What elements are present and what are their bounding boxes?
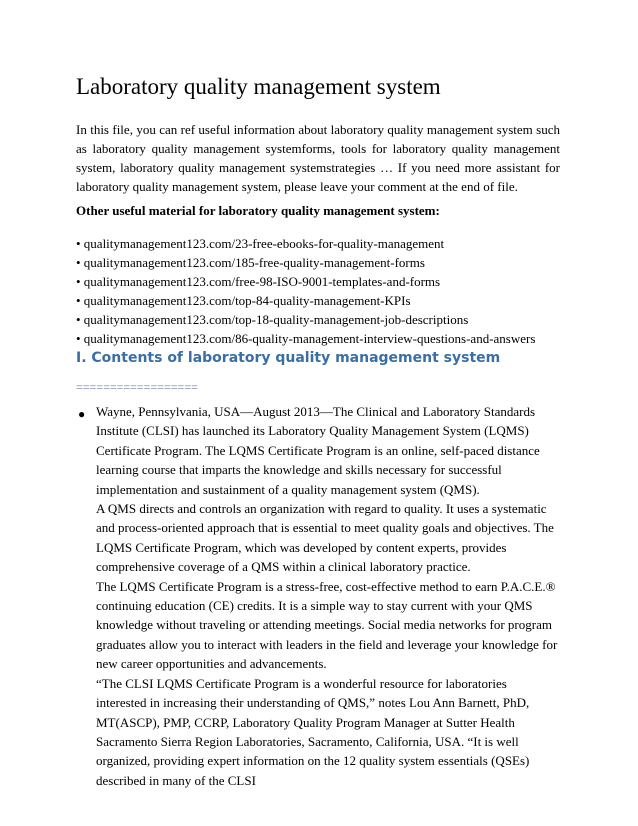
useful-material-heading: Other useful material for laboratory quality management system: — [76, 203, 440, 218]
body-paragraph: A QMS directs and controls an organization with regard to quality. It uses a systematic and process-oriented approach that is essential to meet quality goals and objectives. The LQMS Certificate Program, which was developed by content experts, provides comprehensive coverage of a QMS within a clinical laboratory practice. — [96, 501, 554, 575]
body-paragraph: Wayne, Pennsylvania, USA—August 2013—The Clinical and Laboratory Standards Institute (CLSI) has launched its Laboratory Quality Management System (LQMS) Certificate Program. The LQMS Certificate Program is an online, self-paced distance learning course that imparts the knowledge and skills necessary for successful implementation and sustainment of a quality management system (QMS). — [96, 404, 540, 497]
section-heading: I. Contents of laboratory quality management system — [76, 350, 501, 366]
useful-links-list — [76, 234, 535, 348]
bullet-icon: ● — [78, 407, 86, 421]
link-item: • qualitymanagement123.com/top-84-quality-management-KPIs — [76, 293, 411, 308]
link-item: • qualitymanagement123.com/23-free-ebooks-for-quality-management — [76, 236, 445, 251]
divider-line: ================== — [76, 380, 198, 394]
link-item: • qualitymanagement123.com/top-18-quality-management-job-descriptions — [76, 312, 469, 327]
body-paragraph: The LQMS Certificate Program is a stress-free, cost-effective method to earn P.A.C.E.® continuing education (CE) credits. It is a simple way to stay current with your QMS knowledge without traveling or attending meetings. Social media networks for program graduates allow you to interact with leaders in the field and leverage your knowledge for new career opportunities and advancements. — [96, 578, 558, 672]
link-item: • qualitymanagement123.com/86-quality-management-interview-questions-and-answers — [76, 331, 536, 346]
bullet-body — [96, 402, 560, 790]
page-title: Laboratory quality management system — [76, 74, 441, 99]
link-item: • qualitymanagement123.com/free-98-ISO-9001-templates-and-forms — [76, 274, 441, 289]
intro-paragraph: In this file, you can ref useful information about laboratory quality management system such as laboratory quality management systemforms, tools for laboratory quality management system, laboratory quality management systemstrategies … If you need more assistant for laboratory quality management system, please leave your comment at the end of file. — [76, 122, 560, 194]
body-paragraph: “The CLSI LQMS Certificate Program is a wonderful resource for laboratories interested in increasing their understanding of QMS,” notes Lou Ann Barnett, PhD, MT(ASCP), PMP, CCRP, Laboratory Quality Program Manager at Sutter Health Sacramento Sierra Region Laboratories, Sacramento, California, USA. “It is well organized, providing expert information on the 12 quality system essentials (QSEs) described in many of the CLSI — [96, 675, 530, 788]
link-item: • qualitymanagement123.com/185-free-quality-management-forms — [76, 255, 425, 270]
